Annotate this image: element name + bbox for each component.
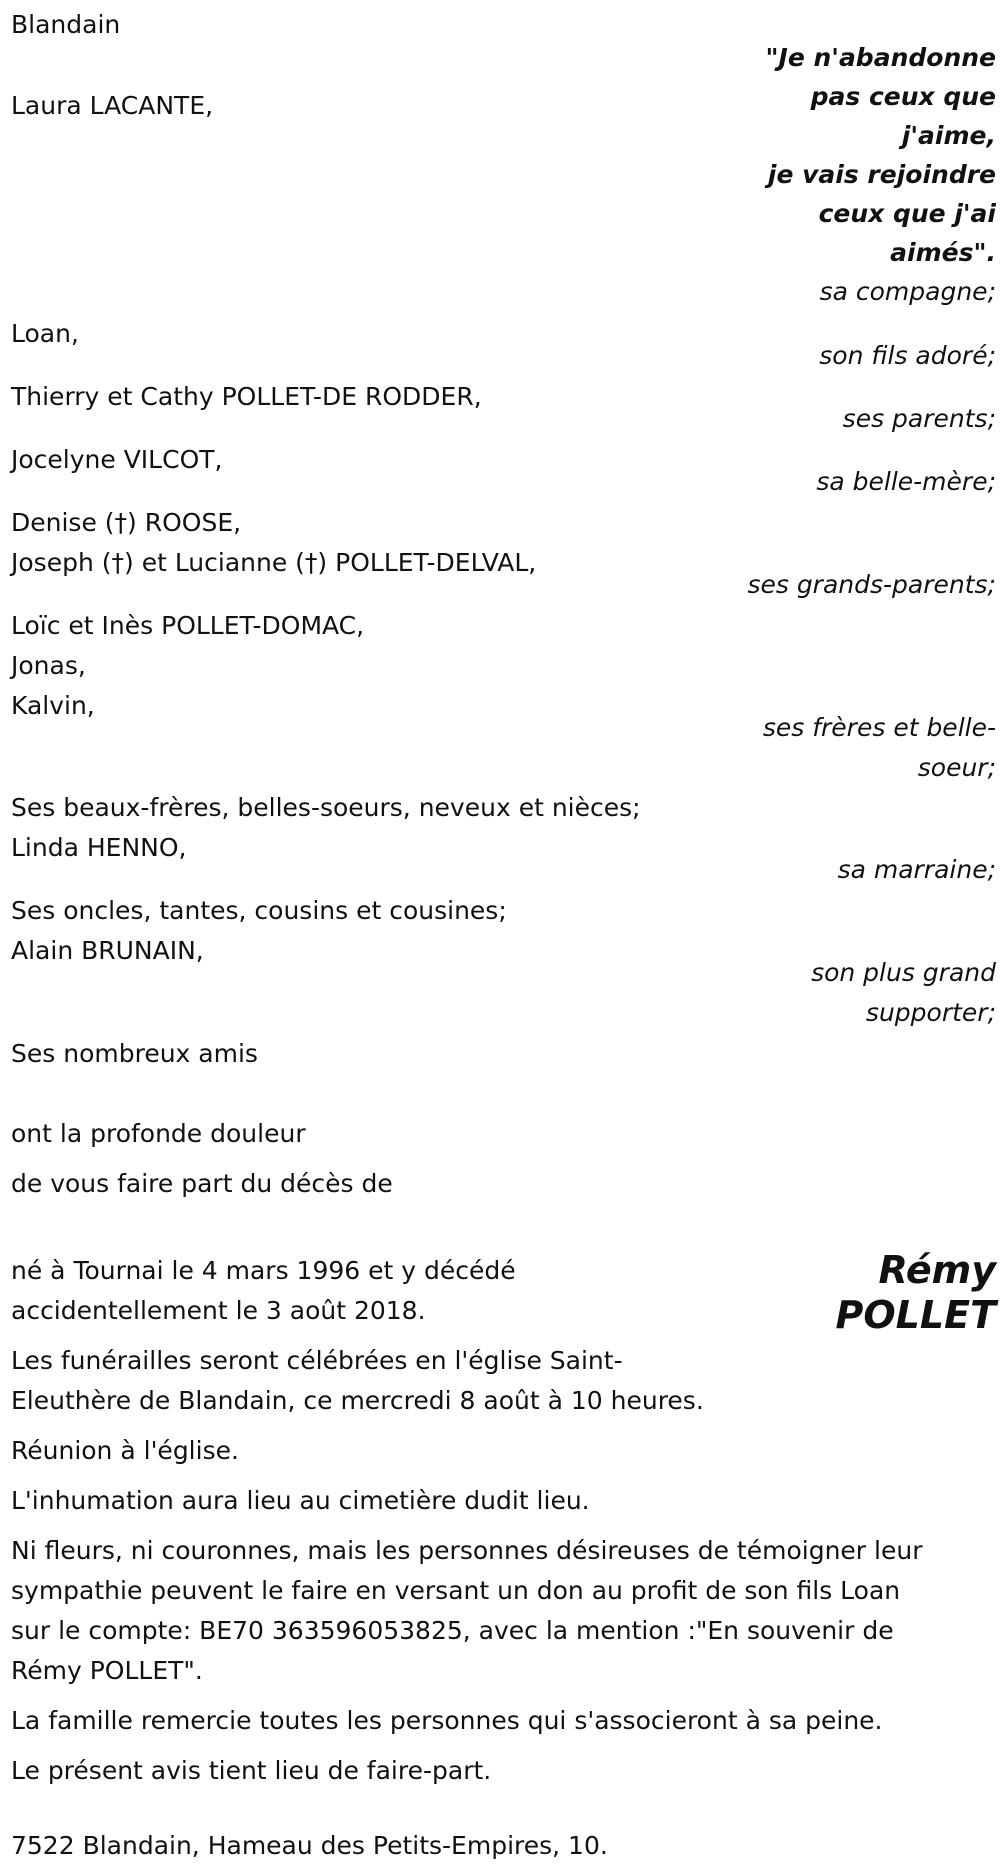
funeral-line: Eleuthère de Blandain, ce mercredi 8 août à 10 heures.	[11, 1386, 704, 1415]
quote-line: "Je n'abandonne	[765, 43, 996, 72]
deceased-last-name: POLLET	[835, 1293, 996, 1337]
relation-label: sa belle-mère;	[816, 467, 996, 496]
quote-line: pas ceux que	[810, 82, 996, 111]
family-name: Jonas,	[11, 651, 86, 680]
deceased-name	[836, 1248, 996, 1338]
family-name: Kalvin,	[11, 691, 95, 720]
relation-label: son plus grand	[811, 958, 996, 987]
family-name: Thierry et Cathy POLLET-DE RODDER,	[11, 382, 482, 411]
burial-text: L'inhumation aura lieu au cimetière dudit lieu.	[11, 1486, 590, 1515]
relation-label: sa compagne;	[819, 277, 996, 306]
memorial-quote	[736, 38, 996, 272]
birth-death-line: né à Tournai le 4 mars 1996 et y décédé	[11, 1256, 516, 1285]
relation-label: sa marraine;	[837, 855, 996, 884]
family-name: Ses beaux-frères, belles-soeurs, neveux et nièces;	[11, 793, 641, 822]
reunion-text: Réunion à l'église.	[11, 1436, 239, 1465]
birth-death-line: accidentellement le 3 août 2018.	[11, 1296, 426, 1325]
family-name: Ses oncles, tantes, cousins et cousines;	[11, 896, 507, 925]
deceased-first-name: Rémy	[878, 1248, 996, 1292]
relation-label: ses grands-parents;	[747, 570, 996, 599]
family-name: Loïc et Inès POLLET-DOMAC,	[11, 611, 365, 640]
quote-line: aimés".	[890, 238, 996, 267]
relation-label: supporter;	[865, 998, 996, 1027]
family-name: Ses nombreux amis	[11, 1039, 258, 1068]
donation-line: Ni fleurs, ni couronnes, mais les personnes désireuses de témoigner leur	[11, 1536, 923, 1565]
family-name: Laura LACANTE,	[11, 91, 214, 120]
family-name: Loan,	[11, 319, 79, 348]
donation-line: sympathie peuvent le faire en versant un don au profit de son fils Loan	[11, 1576, 901, 1605]
family-name: Alain BRUNAIN,	[11, 936, 204, 965]
announcement-line: ont la profonde douleur	[11, 1119, 306, 1148]
donation-line: Rémy POLLET".	[11, 1656, 203, 1685]
family-name: Jocelyne VILCOT,	[11, 445, 223, 474]
relation-label: ses parents;	[842, 404, 996, 433]
family-name: Linda HENNO,	[11, 833, 187, 862]
family-name: Denise (†) ROOSE,	[11, 508, 242, 537]
quote-line: ceux que j'ai	[818, 199, 996, 228]
quote-line: je vais rejoindre	[767, 160, 996, 189]
funeral-line: Les funérailles seront célébrées en l'église Saint-	[11, 1346, 623, 1375]
notice-text: Le présent avis tient lieu de faire-part.	[11, 1756, 492, 1785]
donation-line: sur le compte: BE70 363596053825, avec la mention :"En souvenir de	[11, 1616, 894, 1645]
place-header: Blandain	[11, 10, 121, 39]
address-text: 7522 Blandain, Hameau des Petits-Empires, 10.	[11, 1831, 608, 1860]
relation-label: soeur;	[917, 753, 996, 782]
quote-line: j'aime,	[901, 121, 996, 150]
thanks-text: La famille remercie toutes les personnes qui s'associeront à sa peine.	[11, 1706, 883, 1735]
relation-label: son fils adoré;	[819, 341, 996, 370]
relation-label: ses frères et belle-	[762, 713, 996, 742]
announcement-line: de vous faire part du décès de	[11, 1169, 393, 1198]
family-name: Joseph (†) et Lucianne (†) POLLET-DELVAL,	[11, 548, 537, 577]
